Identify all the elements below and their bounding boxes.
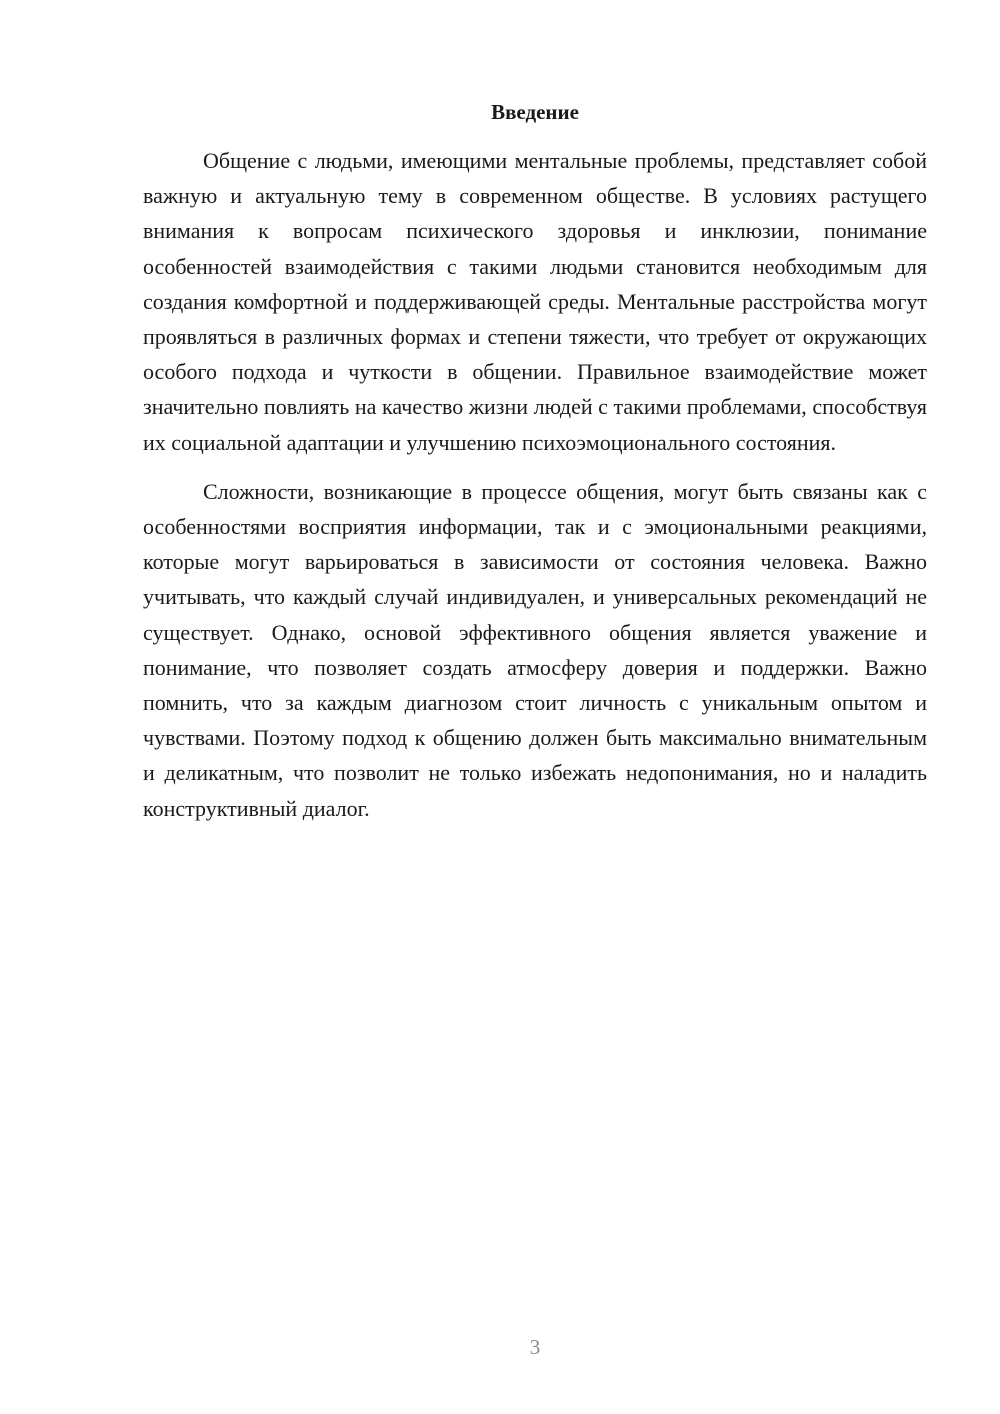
paragraph-1: Общение с людьми, имеющими ментальные проблемы, представляет собой важную и актуальную тему в современном обществе. В условиях растущего внимания к вопросам психического здоровья и инклюзии, понимание особенностей взаимодействия с такими людьми становится необходимым для создания комфортной и поддерживающей среды. Ментальные расстройства могут проявляться в различных формах и степени тяжести, что требует от окружающих особого подхода и чуткости в общении. Правильное взаимодействие может значительно повлиять на качество жизни людей с такими проблемами, способствуя их социальной адаптации и улучшению психоэмоционального состояния. (143, 148, 927, 455)
section-title: Введение (491, 100, 579, 124)
body-text (143, 143, 927, 826)
paragraph-2: Сложности, возникающие в процессе общения, могут быть связаны как с особенностями восприятия информации, так и с эмоциональными реакциями, которые могут варьироваться в зависимости от состояния человека. Важно учитывать, что каждый случай индивидуален, и универсальных рекомендаций не существует. Однако, основой эффективного общения является уважение и понимание, что позволяет создать атмосферу доверия и поддержки. Важно помнить, что за каждым диагнозом стоит личность с уникальным опытом и чувствами. Поэтому подход к общению должен быть максимально внимательным и деликатным, что позволит не только избежать недопонимания, но и наладить конструктивный диалог. (143, 478, 927, 821)
page-number: 3 (529, 1335, 541, 1359)
